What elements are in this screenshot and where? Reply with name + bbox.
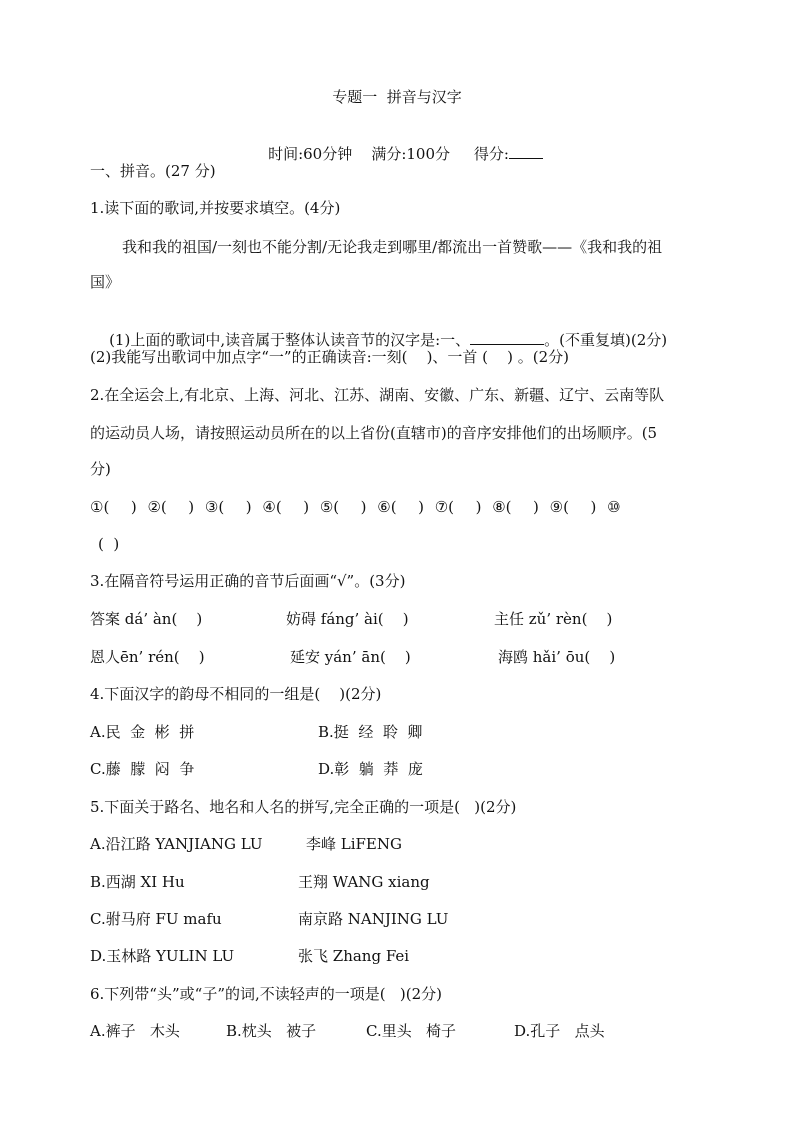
question-2-line: 的运动员人场，请按照运动员所在的以上省份(直辖市)的音序安排他们的出场顺序。(5	[90, 424, 658, 442]
time-info: 时间:60分钟	[268, 145, 353, 163]
option-c[interactable]: C.里头 椅子	[366, 1022, 457, 1040]
option-c[interactable]: C.藤 朦 闷 争	[90, 760, 195, 778]
option-b[interactable]: B.西湖 XI Hu	[90, 873, 185, 891]
option-item[interactable]: 主任 zǔ’ rèn( )	[494, 610, 613, 628]
question-3-stem: 3.在隔音符号运用正确的音节后面画“√”。(3分)	[90, 572, 406, 590]
option-b[interactable]: B.挺 经 聆 卿	[318, 723, 423, 741]
section-heading: 一、拼音。(27 分)	[90, 162, 216, 180]
option-item[interactable]: 答案 dá’ àn( )	[90, 610, 203, 628]
answer-blank[interactable]	[470, 330, 544, 345]
question-2-answer-blanks[interactable]: ①( ) ②( ) ③( ) ④( ) ⑤( ) ⑥( ) ⑦( ) ⑧( ) ⑨( ) ⑩	[90, 498, 621, 516]
question-1-sub-2: (2)我能写出歌词中加点字“一”的正确读音:一刻( )、一首 ( ) 。(2分)	[90, 348, 569, 366]
option-d-name: 张飞 Zhang Fei	[298, 947, 410, 965]
option-a[interactable]: A.民 金 彬 拼	[90, 723, 195, 741]
score-label: 得分:	[473, 145, 509, 163]
option-d[interactable]: D.彰 躺 莽 庞	[318, 760, 423, 778]
option-a-name: 李峰 LiFENG	[306, 835, 402, 853]
question-2-answer-blank-last[interactable]: ( )	[98, 535, 120, 553]
option-a[interactable]: A.沿江路 YANJIANG LU	[90, 835, 263, 853]
question-5-stem: 5.下面关于路名、地名和人名的拼写,完全正确的一项是( )(2分)	[90, 798, 517, 816]
exam-meta	[249, 124, 543, 184]
option-item[interactable]: 延安 yán’ ān( )	[290, 648, 411, 666]
question-1-sub-1: (1)上面的歌词中,读音属于整体认读音节的汉字是:一、 。(不重复填)(2分)	[109, 331, 668, 349]
option-item[interactable]: 妨碍 fáng’ ài( )	[286, 610, 409, 628]
option-b-name: 王翔 WANG xiang	[298, 873, 430, 891]
lyric-line: 国》	[90, 273, 121, 291]
option-item[interactable]: 恩人ēn’ rén( )	[90, 648, 205, 666]
question-1-stem: 1.读下面的歌词,并按要求填空。(4分)	[90, 199, 341, 217]
score-blank[interactable]	[509, 144, 543, 159]
option-b[interactable]: B.枕头 被子	[226, 1022, 317, 1040]
page-title: 专题一 拼音与汉字	[332, 88, 462, 106]
full-score-info: 满分:100分	[371, 145, 450, 163]
option-d[interactable]: D.玉林路 YULIN LU	[90, 947, 235, 965]
option-a[interactable]: A.裤子 木头	[90, 1022, 180, 1040]
lyric-line: 我和我的祖国/一刻也不能分割/无论我走到哪里/都流出一首赞歌——《我和我的祖	[122, 238, 663, 256]
option-item[interactable]: 海鸥 hǎi’ ōu( )	[498, 648, 616, 666]
option-c-name: 南京路 NANJING LU	[298, 910, 449, 928]
question-2-line: 分)	[90, 460, 111, 478]
question-4-stem: 4.下面汉字的韵母不相同的一组是( )(2分)	[90, 685, 382, 703]
option-c[interactable]: C.驸马府 FU mafu	[90, 910, 222, 928]
question-2-line: 2.在全运会上,有北京、上海、河北、江苏、湖南、安徽、广东、新疆、辽宁、云南等队	[90, 386, 665, 404]
question-6-stem: 6.下列带“头”或“子”的词,不读轻声的一项是( )(2分)	[90, 985, 443, 1003]
option-d[interactable]: D.孔子 点头	[514, 1022, 605, 1040]
